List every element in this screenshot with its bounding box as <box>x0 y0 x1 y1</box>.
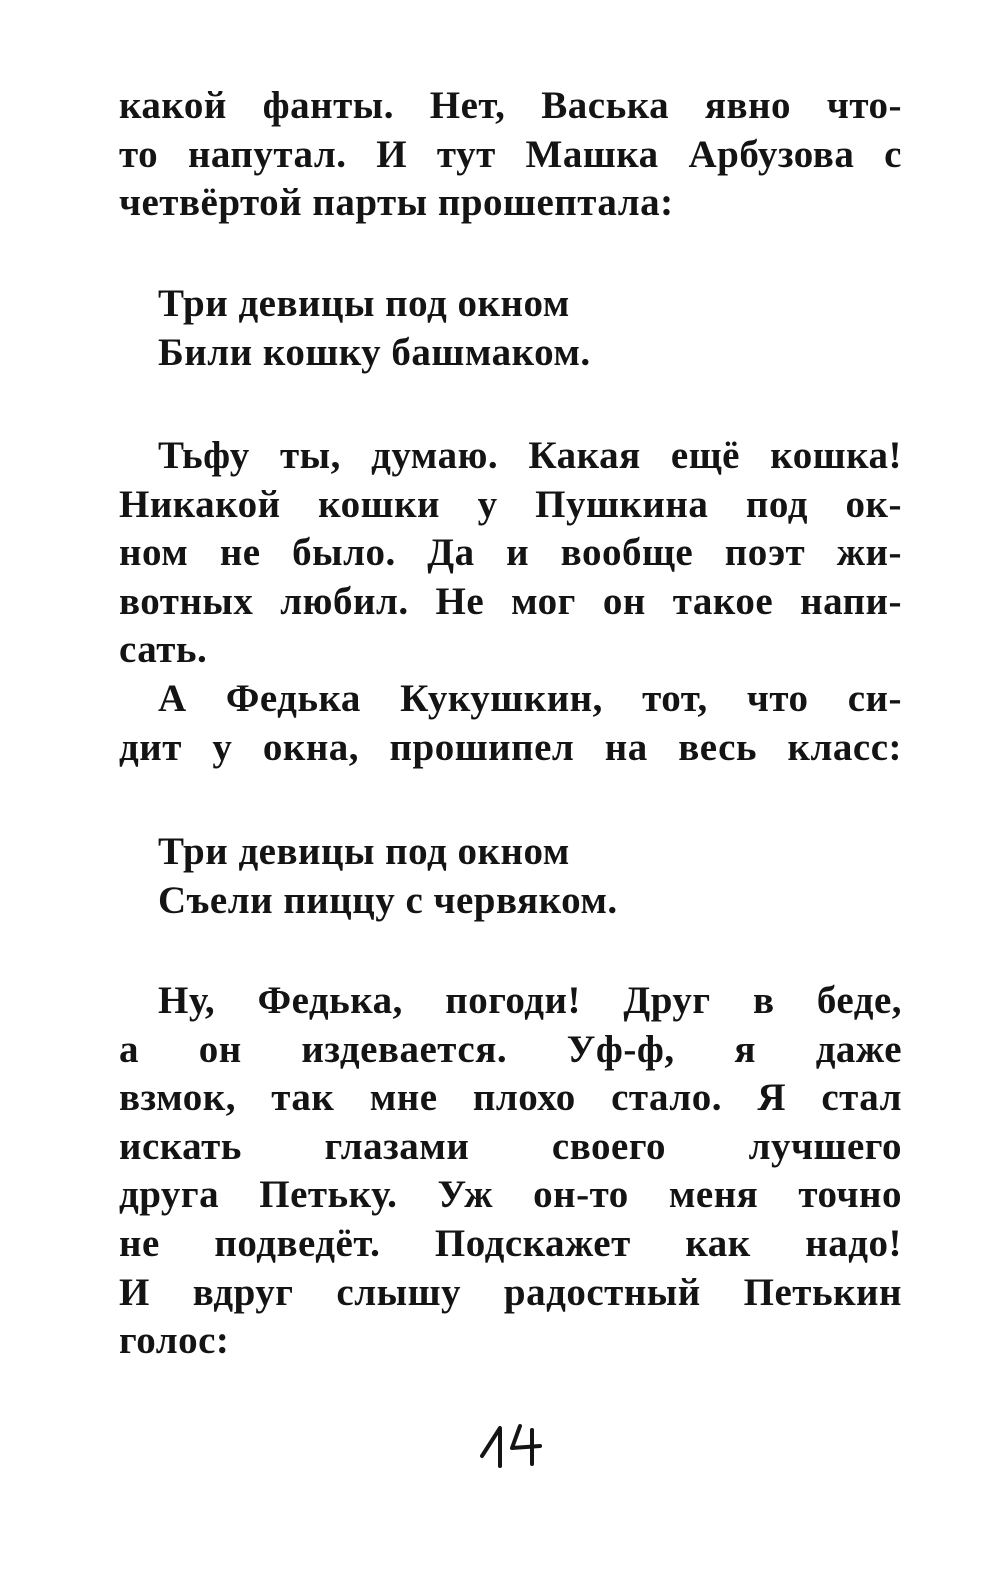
text-line: искать глазами своего лучшего <box>119 1124 902 1168</box>
text-line: а он издевается. Уф-ф, я даже <box>119 1027 902 1071</box>
text-line: И вдруг слышу радостный Петькин <box>119 1270 902 1314</box>
text-line: А Федька Кукушкин, тот, что си- <box>158 676 902 720</box>
text-line: вотных любил. Не мог он такое напи- <box>119 579 902 623</box>
page-number-glyph <box>460 1414 560 1474</box>
page-number <box>460 1414 560 1474</box>
text-line: сать. <box>119 628 208 672</box>
text-line: не подведёт. Подскажет как надо! <box>119 1221 902 1265</box>
text-line: голос: <box>119 1319 230 1363</box>
verse-line: Три девицы под окном <box>158 830 570 873</box>
text-line: какой фанты. Нет, Васька явно что- <box>119 84 902 127</box>
text-line: Ну, Федька, погоди! Друг в беде, <box>158 979 902 1022</box>
text-line: взмок, так мне плохо стало. Я стал <box>119 1076 902 1120</box>
paragraph-1 <box>119 82 902 228</box>
verse-line: Били кошку башмаком. <box>158 330 591 374</box>
verse-line: Съели пиццу с червяком. <box>158 878 618 922</box>
paragraph-3 <box>119 977 902 1366</box>
text-line: друга Петьку. Уж он-то меня точно <box>119 1173 902 1217</box>
text-line: Никакой кошки у Пушкина под ок- <box>119 482 902 526</box>
text-line: четвёртой парты прошептала: <box>119 181 674 225</box>
paragraph-2 <box>119 432 902 772</box>
verse-line: Три девицы под окном <box>158 282 570 325</box>
text-line: то напутал. И тут Машка Арбузова с <box>119 132 902 176</box>
text-line: дит у окна, прошипел на весь класс: <box>119 725 902 769</box>
text-line: ном не было. Да и вообще поэт жи- <box>119 531 902 575</box>
verse-2 <box>158 828 858 925</box>
text-line: Тьфу ты, думаю. Какая ещё кошка! <box>158 434 902 477</box>
verse-1 <box>158 280 858 377</box>
